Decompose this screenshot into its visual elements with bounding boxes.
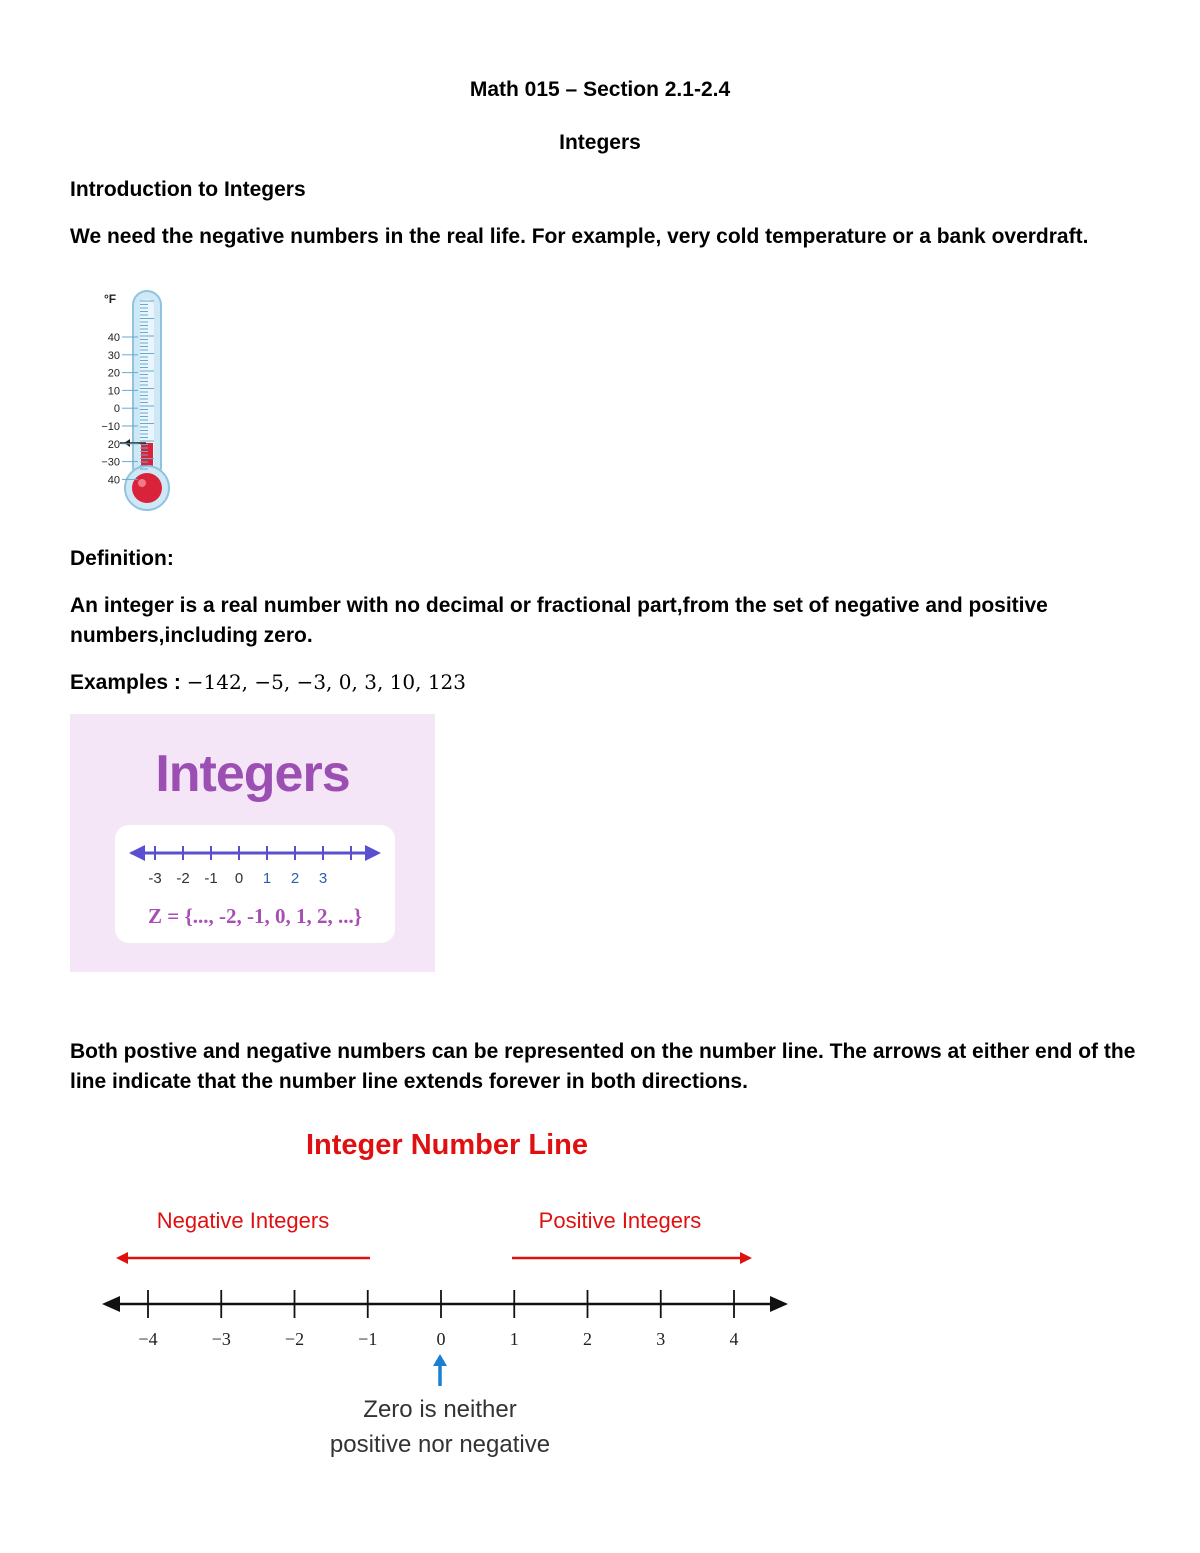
intro-sentence: We need the negative numbers in the real life. For example, very cold temperature or a bank overdraft.	[70, 225, 1089, 248]
thermometer-bulb	[132, 473, 162, 503]
thermometer-label: 30	[107, 349, 120, 362]
mini-tick-label: 0	[234, 870, 244, 887]
positive-integers-label: Positive Integers	[538, 1208, 702, 1233]
main-tick-label: −2	[284, 1329, 305, 1349]
main-tick-label: 2	[583, 1329, 592, 1349]
mini-tick-label: 3	[318, 870, 328, 887]
mini-arrow-right	[365, 845, 381, 861]
thermometer-label: 20	[107, 367, 120, 380]
thermometer-label: −10	[101, 421, 120, 433]
examples-label: Examples :	[70, 671, 187, 694]
thermometer-label: 20	[107, 438, 120, 451]
integers-mini-number-line	[115, 825, 395, 905]
mini-tick-label: -2	[176, 870, 190, 887]
thermometer-unit: °F	[104, 292, 117, 306]
mini-arrow-left	[129, 845, 145, 861]
main-tick-label: −3	[211, 1329, 231, 1349]
mini-tick-label: 2	[290, 870, 300, 887]
integers-illustration	[70, 714, 435, 972]
thermometer-label: −30	[101, 456, 120, 469]
integer-number-line-figure	[90, 1120, 810, 1465]
main-tick-label: 0	[436, 1329, 446, 1349]
examples-values: −142, −5, −3, 0, 3, 10, 123	[186, 670, 466, 694]
number-line-title: Integer Number Line	[306, 1129, 588, 1161]
main-tick-label: 1	[509, 1329, 519, 1349]
zero-note-line2: positive nor negative	[329, 1431, 551, 1458]
definition-text-line1: An integer is a real number with no decimal or fractional part,from the set of negative and positive	[70, 594, 1048, 617]
number-line-text-line2: line indicate that the number line extends forever in both directions.	[70, 1070, 748, 1093]
negative-integers-label: Negative Integers	[156, 1208, 330, 1233]
thermometer-figure	[90, 285, 180, 515]
main-arrow-left	[102, 1296, 120, 1312]
mini-tick-label: -3	[148, 870, 162, 887]
number-line-text-line1: Both postive and negative numbers can be represented on the number line. The arrows at either end of the	[70, 1040, 1136, 1063]
thermometer-label: 10	[107, 385, 120, 398]
examples-line	[70, 667, 466, 698]
main-tick-label: 4	[729, 1329, 739, 1349]
set-notation: Z = {..., -2, -1, 0, 1, 2, ...}	[147, 904, 362, 928]
zero-note-line1: Zero is neither	[363, 1396, 517, 1423]
main-tick-label: −4	[138, 1329, 158, 1349]
mini-tick-label: 1	[262, 870, 272, 887]
thermometer-label: 0	[113, 403, 120, 416]
thermometer-label: 40	[107, 474, 120, 487]
integers-image-title: Integers	[155, 745, 350, 803]
mini-tick-label: -1	[204, 870, 218, 887]
definition-text-line2: numbers,including zero.	[70, 624, 313, 647]
page-title: Math 015 – Section 2.1-2.4	[469, 78, 731, 101]
thermometer-label: 40	[107, 332, 120, 344]
page-subtitle: Integers	[559, 131, 641, 154]
intro-heading: Introduction to Integers	[70, 178, 306, 201]
definition-heading: Definition:	[70, 547, 174, 570]
main-tick-label: 3	[656, 1329, 666, 1349]
main-arrow-right	[770, 1296, 788, 1312]
main-tick-label: −1	[358, 1329, 378, 1349]
